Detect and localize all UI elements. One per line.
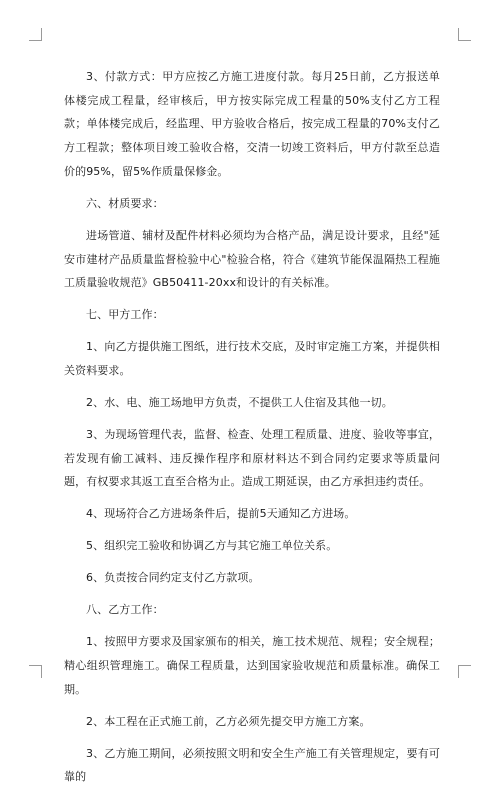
paragraph-party-b-1: 1、按照甲方要求及国家颁布的相关，施工技术规范、规程；安全规程；精心组织管理施工。确保工程质量，达到国家验收规范和质量标准。确保工期。: [64, 635, 440, 696]
paragraph-party-b-3: 3、乙方施工期间，必须按照文明和安全生产施工有关管理规定，要有可靠的: [64, 746, 440, 784]
paragraph-party-a-3: 3、为现场管理代表，监督、检查、处理工程质量、进度、验收等事宜，若发现有偷工减料、违反操作程序和原材料达不到合同约定要求等质量问题，有权要求其返工直至合格为止。造成工期延误，由乙方承担违约责任。: [64, 427, 440, 489]
paragraph-party-a-5: 5、组织完工验收和协调乙方与其它施工单位关系。: [86, 539, 338, 553]
paragraph-party-a-6: 6、负责按合同约定支付乙方款项。: [86, 571, 260, 585]
paragraph-party-a-4: 4、现场符合乙方进场条件后，提前5天通知乙方进场。: [86, 507, 356, 521]
crop-mark-top-right: [458, 28, 471, 41]
section-heading-party-a: 七、甲方工作：: [86, 308, 164, 322]
paragraph-party-a-2: 2、水、电、施工场地甲方负责，不提供工人住宿及其他一切。: [86, 395, 393, 409]
section-heading-materials: 六、材质要求：: [86, 196, 164, 210]
paragraph-party-a-1: 1、向乙方提供施工图纸，进行技术交底，及时审定施工方案，并提供相关资料要求。: [64, 340, 440, 377]
crop-mark-bottom-left: [29, 665, 42, 678]
paragraph-payment-terms: 3、付款方式：甲方应按乙方施工进度付款。每月25日前，乙方报送单体楼完成工程量，经审核后，甲方按实际完成工程量的50%支付乙方工程款；单体楼完成后，经监理、甲方验收合格后，按完成工程量的70%支付乙方工程款；整体项目竣工验收合格，交清一切竣工资料后，甲方付款至总造价的95%，留5%作质量保修金。: [64, 70, 440, 178]
paragraph-party-b-2: 2、本工程在正式施工前，乙方必须先提交甲方施工方案。: [86, 714, 371, 728]
crop-mark-bottom-right: [458, 665, 471, 678]
document-body: [64, 65, 440, 797]
paragraph-materials: 进场管道、辅材及配件材料必须均为合格产品，满足设计要求，且经"延安市建材产品质量监督检验中心"检验合格，符合《建筑节能保温隔热工程施工质量验收规范》GB50411-20xx和设计的有关标准。: [64, 228, 440, 290]
section-heading-party-b: 八、乙方工作：: [86, 603, 164, 617]
crop-mark-top-left: [29, 28, 42, 41]
